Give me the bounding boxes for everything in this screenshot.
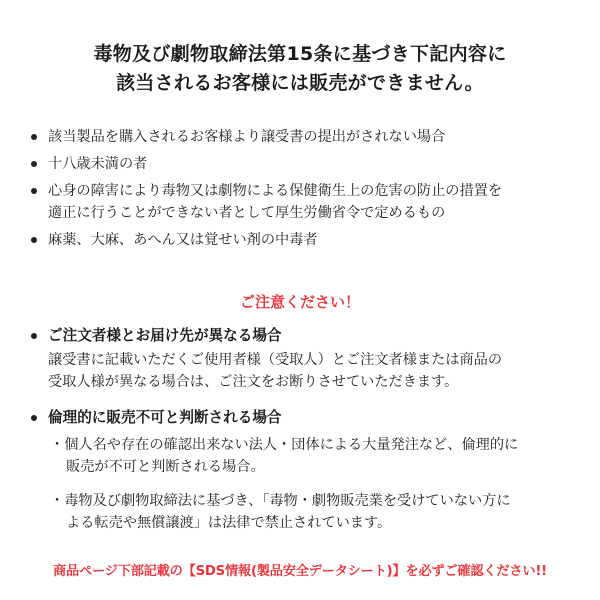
title-line-1: 毒物及び劇物取締法第15条に基づき下記内容に	[93, 43, 507, 65]
caution-heading: ご注意ください！	[239, 293, 360, 311]
sub-item-bulk-order: ・個人名や存在の確認出来ない法人・団体による大量発注など、倫理的に 販売が不可と判断される場合。	[50, 437, 519, 475]
bullet-icon	[31, 415, 37, 421]
bullet-icon	[31, 237, 37, 243]
list-item: 麻薬、大麻、あへん又は覚せい剤の中毒者	[30, 229, 590, 251]
bullet-icon	[31, 188, 37, 194]
title-line-2: 該当されるお客様には販売ができません。	[116, 72, 484, 94]
list-item: 心身の障害により毒物又は劇物による保健衛生上の危害の防止の措置を 適正に行うことができない者として厚生労働省令で定めるもの	[30, 180, 590, 224]
page-title	[0, 40, 600, 98]
bullet-icon	[31, 333, 37, 339]
bullet-icon	[31, 134, 37, 140]
sub-item-resale-prohibited: ・毒物及び劇物取締法に基づき、「毒物・劇物販売業を受けていない方に よる転売や無償譲渡」は法律で禁止されています。	[50, 493, 511, 531]
bullet-icon	[31, 161, 37, 167]
list-item: 該当製品を購入されるお客様より譲受書の提出がされない場合	[30, 126, 590, 148]
section-heading-different-recipient: ご注文者様とお届け先が異なる場合	[30, 325, 282, 347]
section-body-different-recipient: 譲受書に記載いただくご使用者様（受取人）とご注文者様または商品の 受取人様が異なる場合は、ご注文をお断りさせていただきます。	[48, 352, 503, 390]
section-heading-ethical: 倫理的に販売不可と判断される場合	[30, 407, 282, 429]
dot-marker-icon: ・	[50, 493, 65, 509]
restriction-list	[30, 126, 590, 256]
list-item: 十八歳未満の者	[30, 153, 590, 175]
dot-marker-icon: ・	[50, 437, 65, 453]
sds-notice: 商品ページ下部記載の【SDS情報(製品安全データシート)】を必ずご確認ください!!	[53, 564, 547, 579]
